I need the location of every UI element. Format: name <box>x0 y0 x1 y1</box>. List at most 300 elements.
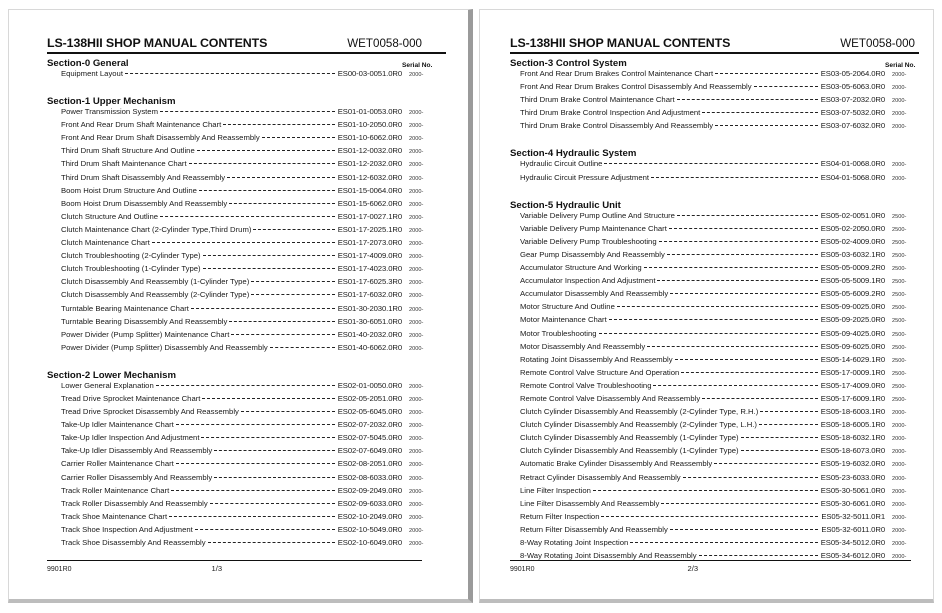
toc-entry-code: ES05-34-5012.0R0 <box>820 538 885 547</box>
toc-entry-serial: 2000- <box>409 462 424 469</box>
toc-entry[interactable] <box>510 276 919 289</box>
toc-entry-serial: 2000- <box>892 111 907 118</box>
dotted-leader <box>231 330 334 337</box>
dotted-leader <box>169 512 335 519</box>
toc-entry[interactable] <box>510 512 919 525</box>
toc-entry-title: Retract Cylinder Disassembly And Reassembly <box>520 472 681 482</box>
toc-entry[interactable] <box>510 538 919 551</box>
toc-entry-code: ES00-03-0051.0R0 <box>337 69 402 78</box>
toc-entry-title: Front And Rear Drum Shaft Maintenance Chart <box>61 120 222 130</box>
dotted-leader <box>160 107 335 114</box>
toc-entry-title: Motor Disassembly And Reassembly <box>520 341 646 351</box>
toc-entry[interactable] <box>47 133 446 146</box>
toc-entry-title: Third Drum Shaft Structure And Outline <box>61 146 195 156</box>
toc-entry[interactable] <box>47 499 446 512</box>
toc-entry-code: ES02-07-2032.0R0 <box>337 420 402 430</box>
dotted-leader <box>270 343 335 350</box>
footer-page-number: 1/3 <box>211 564 223 573</box>
dotted-leader <box>681 368 818 375</box>
toc-entry-code: ES01-17-2073.0R0 <box>337 238 402 248</box>
toc-entry[interactable] <box>510 473 919 486</box>
toc-entry-title: Return Filter Disassembly And Reassembly <box>520 524 668 534</box>
toc-entry-code: ES02-09-2049.0R0 <box>337 485 402 495</box>
toc-entry[interactable] <box>510 420 919 433</box>
toc-entry-serial: 2000- <box>409 332 424 339</box>
dotted-leader <box>670 525 819 532</box>
toc-entry-title: 8-Way Rotating Joint Disassembly And Reassembly <box>520 551 697 561</box>
toc-entry[interactable] <box>47 120 446 133</box>
toc-entry-serial: 2000- <box>409 280 424 287</box>
dotted-leader <box>176 420 335 427</box>
page-2-footer <box>510 560 911 573</box>
toc-entry[interactable] <box>510 459 919 472</box>
dotted-leader <box>189 159 335 166</box>
toc-entry-title: Remote Control Valve Troubleshooting <box>520 380 652 390</box>
toc-entry-code: ES01-40-2032.0R0 <box>337 329 402 339</box>
dotted-leader <box>741 433 818 440</box>
toc-entry[interactable] <box>47 459 446 472</box>
dotted-leader <box>201 433 334 440</box>
toc-entry-title: Clutch Troubleshooting (1-Cylinder Type) <box>61 264 201 274</box>
toc-entry-code: ES05-23-6033.0R0 <box>820 472 885 482</box>
toc-entry-code: ES05-17-0009.1R0 <box>820 367 885 377</box>
toc-entry-title: Accumulator Inspection And Adjustment <box>520 276 656 286</box>
toc-entry-title: Track Shoe Disassembly And Reassembly <box>61 538 206 547</box>
toc-entry-code: ES05-09-4025.0R0 <box>820 328 885 338</box>
toc-entry-title: Take-Up Idler Disassembly And Reassembly <box>61 446 213 456</box>
toc-entry[interactable] <box>47 486 446 499</box>
dotted-leader <box>125 69 335 76</box>
serial-no-column-label: Serial No. <box>885 62 916 69</box>
toc-entry-title: Turntable Bearing Maintenance Chart <box>61 303 189 313</box>
toc-entry-code: ES01-01-0053.0R0 <box>337 107 402 117</box>
toc-entry-serial: 2500- <box>892 344 907 351</box>
toc-entry[interactable] <box>510 121 919 134</box>
toc-entry[interactable] <box>47 512 446 525</box>
toc-entry[interactable] <box>47 251 446 264</box>
toc-entry-serial: 2000- <box>409 72 424 78</box>
toc-entry-serial: 2000- <box>409 514 424 521</box>
toc-entry[interactable] <box>510 499 919 512</box>
toc-entry-code: ES03-07-2032.0R0 <box>820 95 885 105</box>
toc-entry[interactable] <box>47 290 446 303</box>
toc-entry-serial: 2500- <box>892 331 907 338</box>
dotted-leader <box>251 290 335 297</box>
dotted-leader <box>741 446 818 453</box>
toc-entry-serial: 2000- <box>409 136 424 143</box>
toc-entry[interactable] <box>47 304 446 317</box>
dotted-leader <box>661 499 817 506</box>
document-code: WET0058-000 <box>840 37 915 50</box>
toc-entry[interactable] <box>47 317 446 330</box>
toc-entry-code: ES04-01-0068.0R0 <box>820 159 885 169</box>
toc-entry[interactable] <box>510 108 919 121</box>
dotted-leader <box>653 381 817 388</box>
page-2-header <box>510 36 919 54</box>
dotted-leader <box>152 238 335 245</box>
toc-entry-title: Tread Drive Sprocket Maintenance Chart <box>61 393 201 403</box>
section-heading-row <box>47 58 446 69</box>
dotted-leader <box>657 276 817 283</box>
toc-entry-title: Tread Drive Sprocket Disassembly And Reassembly <box>61 407 239 417</box>
toc-entry[interactable] <box>510 433 919 446</box>
toc-entry-serial: 2000- <box>892 527 907 534</box>
toc-entry[interactable] <box>510 237 919 250</box>
toc-entry-serial: 2000- <box>409 123 424 130</box>
dotted-leader <box>651 173 818 180</box>
toc-entry-code: ES01-15-0064.0R0 <box>337 185 402 195</box>
toc-entry-title: Third Drum Shaft Maintenance Chart <box>61 159 187 169</box>
toc-entry-title: Clutch Maintenance Chart <box>61 238 150 248</box>
footer-revision: 9901R0 <box>47 566 72 573</box>
toc-entry-code: ES05-09-0025.0R0 <box>820 302 885 312</box>
toc-entry-code: ES01-17-6025.3R0 <box>337 277 402 287</box>
toc-entry-serial: 2000- <box>892 514 907 521</box>
toc-entry[interactable] <box>47 159 446 172</box>
toc-entry-code: ES05-18-6073.0R0 <box>820 446 885 456</box>
page-1-header <box>47 36 446 54</box>
toc-entry-serial: 2000- <box>409 449 424 456</box>
dotted-leader <box>702 394 818 401</box>
toc-entry-serial: 2000- <box>892 541 907 547</box>
toc-entry-serial: 2000- <box>409 410 424 417</box>
dotted-leader <box>171 486 335 493</box>
toc-entry-title: Front And Rear Drum Brakes Control Maintenance Chart <box>520 69 714 78</box>
toc-entry-serial: 2000- <box>409 214 424 221</box>
page-1-content <box>9 10 468 599</box>
toc-entry-serial: 2000- <box>892 488 907 495</box>
toc-entry-serial: 2000- <box>892 436 907 443</box>
toc-entry-serial: 2000- <box>892 98 907 105</box>
toc-entry[interactable] <box>47 225 446 238</box>
toc-entry[interactable] <box>47 538 446 551</box>
toc-entry-serial: 2000- <box>409 254 424 261</box>
toc-entry[interactable] <box>510 315 919 328</box>
toc-entry[interactable] <box>510 159 919 172</box>
toc-entry[interactable] <box>47 277 446 290</box>
dotted-leader <box>714 459 818 466</box>
dotted-leader <box>715 121 818 128</box>
dotted-leader <box>630 538 818 545</box>
toc-entry-serial: 2000- <box>409 396 424 403</box>
toc-entry-title: Line Filter Inspection <box>520 485 591 495</box>
toc-entry[interactable] <box>510 407 919 420</box>
toc-entry-title: Front And Rear Drum Shaft Disassembly And Reassembly <box>61 133 260 143</box>
section-title: Section-4 Hydraulic System <box>510 148 637 160</box>
toc-entry-code: ES01-17-2025.1R0 <box>337 224 402 234</box>
toc-entry[interactable] <box>47 525 446 538</box>
dotted-leader <box>699 551 818 558</box>
toc-entry[interactable] <box>510 69 919 82</box>
toc-entry-serial: 2000- <box>892 175 907 182</box>
page-title: LS-138HII SHOP MANUAL CONTENTS <box>510 36 731 50</box>
toc-entry-code: ES03-05-2064.0R0 <box>820 69 885 78</box>
toc-entry[interactable] <box>510 211 919 224</box>
toc-entry-code: ES02-07-6049.0R0 <box>337 446 402 456</box>
dotted-leader <box>683 473 818 480</box>
dotted-leader <box>659 237 818 244</box>
toc-entry-title: Line Filter Disassembly And Reassembly <box>520 498 660 508</box>
section-heading-row <box>510 148 919 159</box>
toc-entry[interactable] <box>510 302 919 315</box>
toc-entry-title: Return Filter Inspection <box>520 511 600 521</box>
toc-entry-title: Clutch Cylinder Disassembly And Reassembly (1-Cylinder Type) <box>520 446 739 456</box>
dotted-leader <box>203 264 335 271</box>
toc-entry-serial: 2000- <box>409 175 424 182</box>
toc-entry-code: ES01-17-4023.0R0 <box>337 264 402 274</box>
toc-entry-title: Power Transmission System <box>61 107 158 117</box>
toc-entry[interactable] <box>47 433 446 446</box>
dotted-leader <box>667 250 818 257</box>
dotted-leader <box>229 317 334 324</box>
dotted-leader <box>669 224 818 231</box>
toc-entry[interactable] <box>510 381 919 394</box>
toc-entry-title: Variable Delivery Pump Maintenance Chart <box>520 223 667 233</box>
toc-section <box>510 148 919 185</box>
toc-entry-title: Turntable Bearing Disassembly And Reassembly <box>61 316 228 326</box>
toc-entry-title: Hydraulic Circuit Outline <box>520 159 603 169</box>
serial-no-column-label: Serial No. <box>402 62 433 69</box>
toc-entry[interactable] <box>47 238 446 251</box>
toc-entry-title: Front And Rear Drum Brakes Control Disassembly And Reassembly <box>520 82 752 92</box>
toc-entry-code: ES05-32-6011.0R0 <box>821 524 885 534</box>
toc-entry-title: Third Drum Brake Control Inspection And Adjustment <box>520 108 701 118</box>
dotted-leader <box>593 486 818 493</box>
toc-entry-code: ES05-02-0051.0R0 <box>820 210 885 220</box>
toc-entry[interactable] <box>47 107 446 120</box>
toc-entry[interactable] <box>47 146 446 159</box>
dotted-leader <box>754 82 818 89</box>
toc-entry-serial: 2000- <box>892 410 907 417</box>
section-heading-row <box>510 200 919 211</box>
footer-revision: 9901R0 <box>510 566 535 573</box>
document-page-1 <box>8 9 473 603</box>
dotted-leader <box>677 95 818 102</box>
toc-entry[interactable] <box>510 342 919 355</box>
dotted-leader <box>227 173 335 180</box>
footer-page-number: 2/3 <box>687 564 699 573</box>
toc-entry-title: Accumulator Disassembly And Reassembly <box>520 289 669 299</box>
toc-entry-serial: 2000- <box>892 462 907 469</box>
toc-entry-code: ES01-17-0027.1R0 <box>337 211 402 221</box>
toc-entry-code: ES05-05-6009.2R0 <box>820 289 885 299</box>
toc-entry-title: Clutch Troubleshooting (2-Cylinder Type) <box>61 251 201 261</box>
toc-entry-title: Remote Control Valve Disassembly And Reassembly <box>520 393 701 403</box>
toc-entry-title: Automatic Brake Cylinder Disassembly And Reassembly <box>520 459 713 469</box>
toc-entry-code: ES02-08-6033.0R0 <box>337 472 402 482</box>
toc-entry-title: Clutch Cylinder Disassembly And Reassembly (1-Cylinder Type) <box>520 433 739 443</box>
toc-entry-code: ES03-07-6032.0R0 <box>820 121 885 131</box>
toc-entry-serial: 2000- <box>409 241 424 248</box>
dotted-leader <box>677 211 818 218</box>
dotted-leader <box>202 394 334 401</box>
toc-entry-code: ES01-17-4009.0R0 <box>337 251 402 261</box>
toc-entry[interactable] <box>47 212 446 225</box>
toc-entry-serial: 2000- <box>409 306 424 313</box>
toc-section <box>510 200 919 565</box>
toc-entry-code: ES05-09-6025.0R0 <box>820 341 885 351</box>
toc-entry-serial: 2000- <box>409 201 424 208</box>
toc-entry-code: ES01-15-6062.0R0 <box>337 198 402 208</box>
toc-entry-code: ES05-18-6032.1R0 <box>820 433 885 443</box>
page-2-sections <box>510 58 919 564</box>
toc-entry[interactable] <box>510 224 919 237</box>
toc-entry-serial: 2000- <box>892 475 907 482</box>
toc-entry-title: Remote Control Valve Structure And Operation <box>520 367 680 377</box>
dotted-leader <box>702 108 817 115</box>
document-code: WET0058-000 <box>347 37 422 50</box>
page-1-sections <box>47 58 446 551</box>
toc-entry-title: Boom Hoist Drum Structure And Outline <box>61 185 197 195</box>
dotted-leader <box>208 538 335 545</box>
toc-entry-serial: 2000- <box>409 488 424 495</box>
dotted-leader <box>262 133 335 140</box>
dotted-leader <box>253 225 334 232</box>
toc-entry-serial: 2500- <box>892 279 907 286</box>
toc-entry-code: ES01-12-0032.0R0 <box>337 146 402 156</box>
toc-entry-serial: 2500- <box>892 357 907 364</box>
dotted-leader <box>197 146 335 153</box>
dotted-leader <box>609 315 818 322</box>
toc-entry-code: ES02-10-6049.0R0 <box>337 538 402 547</box>
toc-entry-title: Boom Hoist Drum Disassembly And Reassembly <box>61 198 228 208</box>
toc-entry-serial: 2500- <box>892 370 907 377</box>
section-title: Section-3 Control System <box>510 58 627 69</box>
toc-entry[interactable] <box>510 355 919 368</box>
page-2-content <box>480 10 933 599</box>
toc-entry[interactable] <box>510 525 919 538</box>
toc-entry-code: ES03-07-5032.0R0 <box>820 108 885 118</box>
toc-entry-title: Clutch Structure And Outline <box>61 211 158 221</box>
toc-entry[interactable] <box>510 329 919 342</box>
section-title: Section-0 General <box>47 58 129 69</box>
toc-entry-serial: 2000- <box>409 188 424 195</box>
toc-entry-serial: 2000- <box>409 162 424 169</box>
toc-entry[interactable] <box>510 368 919 381</box>
toc-entry-code: ES04-01-5068.0R0 <box>820 172 885 182</box>
toc-entry[interactable] <box>47 446 446 459</box>
toc-entry[interactable] <box>47 186 446 199</box>
dotted-leader <box>191 304 335 311</box>
dotted-leader <box>675 355 818 362</box>
toc-entry-code: ES01-12-2032.0R0 <box>337 159 402 169</box>
toc-entry-serial: 2500- <box>892 383 907 390</box>
toc-entry-title: Clutch Cylinder Disassembly And Reassembly (2-Cylinder Type, L.H.) <box>520 420 757 430</box>
toc-entry-title: Clutch Disassembly And Reassembly (2-Cylinder Type) <box>61 290 250 300</box>
toc-entry[interactable] <box>47 343 446 356</box>
dotted-leader <box>599 329 818 336</box>
toc-entry[interactable] <box>510 250 919 263</box>
toc-section <box>47 96 446 356</box>
toc-entry-code: ES01-30-2030.1R0 <box>337 303 402 313</box>
toc-entry-serial: 2000- <box>409 293 424 300</box>
toc-entry[interactable] <box>510 173 919 186</box>
toc-entry[interactable] <box>47 407 446 420</box>
toc-entry[interactable] <box>47 264 446 277</box>
dotted-leader <box>210 499 335 506</box>
page-title: LS-138HII SHOP MANUAL CONTENTS <box>47 36 268 50</box>
toc-entry[interactable] <box>47 173 446 186</box>
toc-entry-title: Track Shoe Inspection And Adjustment <box>61 524 193 534</box>
toc-entry-serial: 2000- <box>409 149 424 156</box>
toc-entry[interactable] <box>510 394 919 407</box>
toc-entry-title: Motor Maintenance Chart <box>520 315 607 325</box>
toc-entry-title: Motor Structure And Outline <box>520 302 615 312</box>
toc-entry-title: Track Shoe Maintenance Chart <box>61 511 168 521</box>
dotted-leader <box>241 407 335 414</box>
dotted-leader <box>715 69 818 76</box>
toc-entry-title: Track Roller Maintenance Chart <box>61 485 170 495</box>
dotted-leader <box>759 420 818 427</box>
toc-entry[interactable] <box>510 289 919 302</box>
dotted-leader <box>670 289 818 296</box>
toc-entry[interactable] <box>510 263 919 276</box>
toc-entry[interactable] <box>47 381 446 394</box>
toc-entry[interactable] <box>510 486 919 499</box>
dotted-leader <box>251 277 335 284</box>
toc-entry-code: ES01-30-6051.0R0 <box>337 316 402 326</box>
dotted-leader <box>617 302 818 309</box>
toc-entry-code: ES03-05-6063.0R0 <box>820 82 885 92</box>
toc-entry-serial: 2000- <box>409 267 424 274</box>
section-heading-row <box>47 96 446 107</box>
toc-entry[interactable] <box>47 473 446 486</box>
toc-entry-serial: 2000- <box>409 383 424 390</box>
toc-entry[interactable] <box>510 95 919 108</box>
toc-entry[interactable] <box>510 82 919 95</box>
toc-entry-code: ES05-02-2050.0R0 <box>820 223 885 233</box>
dotted-leader <box>229 199 335 206</box>
toc-section <box>510 58 919 134</box>
toc-entry[interactable] <box>47 394 446 407</box>
toc-entry-code: ES05-14-6029.1R0 <box>820 354 885 364</box>
toc-entry-title: Track Roller Disassembly And Reassembly <box>61 498 208 508</box>
toc-entry-serial: 2000- <box>409 110 424 117</box>
toc-entry-title: Variable Delivery Pump Outline And Structure <box>520 210 675 220</box>
toc-entry[interactable] <box>47 199 446 212</box>
toc-section <box>47 370 446 551</box>
dotted-leader <box>214 473 335 480</box>
dotted-leader <box>214 446 335 453</box>
toc-entry-serial: 2500- <box>892 396 907 403</box>
toc-entry[interactable] <box>47 330 446 343</box>
toc-entry-title: Hydraulic Circuit Pressure Adjustment <box>520 172 650 182</box>
toc-entry-serial: 2500- <box>892 252 907 259</box>
toc-entry-title: Carrier Roller Maintenance Chart <box>61 459 174 469</box>
toc-entry-title: Clutch Maintenance Chart (2-Cylinder Type,Third Drum) <box>61 224 252 234</box>
toc-entry[interactable] <box>510 446 919 459</box>
toc-entry-title: Equipment Layout <box>61 69 123 78</box>
dotted-leader <box>199 186 335 193</box>
toc-entry-code: ES05-02-4009.0R0 <box>820 236 885 246</box>
dotted-leader <box>601 512 818 519</box>
toc-entry-code: ES05-30-5061.0R0 <box>820 485 885 495</box>
toc-entry-code: ES01-10-6062.0R0 <box>337 133 402 143</box>
section-title: Section-5 Hydraulic Unit <box>510 199 621 211</box>
dotted-leader <box>156 381 335 388</box>
toc-entry-title: Power Divider (Pump Splitter) Maintenance Chart <box>61 329 230 339</box>
section-title: Section-2 Lower Mechanism <box>47 369 177 381</box>
toc-entry-title: Third Drum Shaft Disassembly And Reassembly <box>61 172 226 182</box>
toc-entry-code: ES05-19-6032.0R0 <box>820 459 885 469</box>
toc-entry-serial: 2000- <box>409 227 424 234</box>
toc-entry[interactable] <box>47 420 446 433</box>
dotted-leader <box>223 120 335 127</box>
toc-entry[interactable] <box>47 69 446 82</box>
toc-entry-serial: 2500- <box>892 213 907 220</box>
toc-entry-code: ES05-17-4009.0R0 <box>820 380 885 390</box>
dotted-leader <box>644 263 818 270</box>
